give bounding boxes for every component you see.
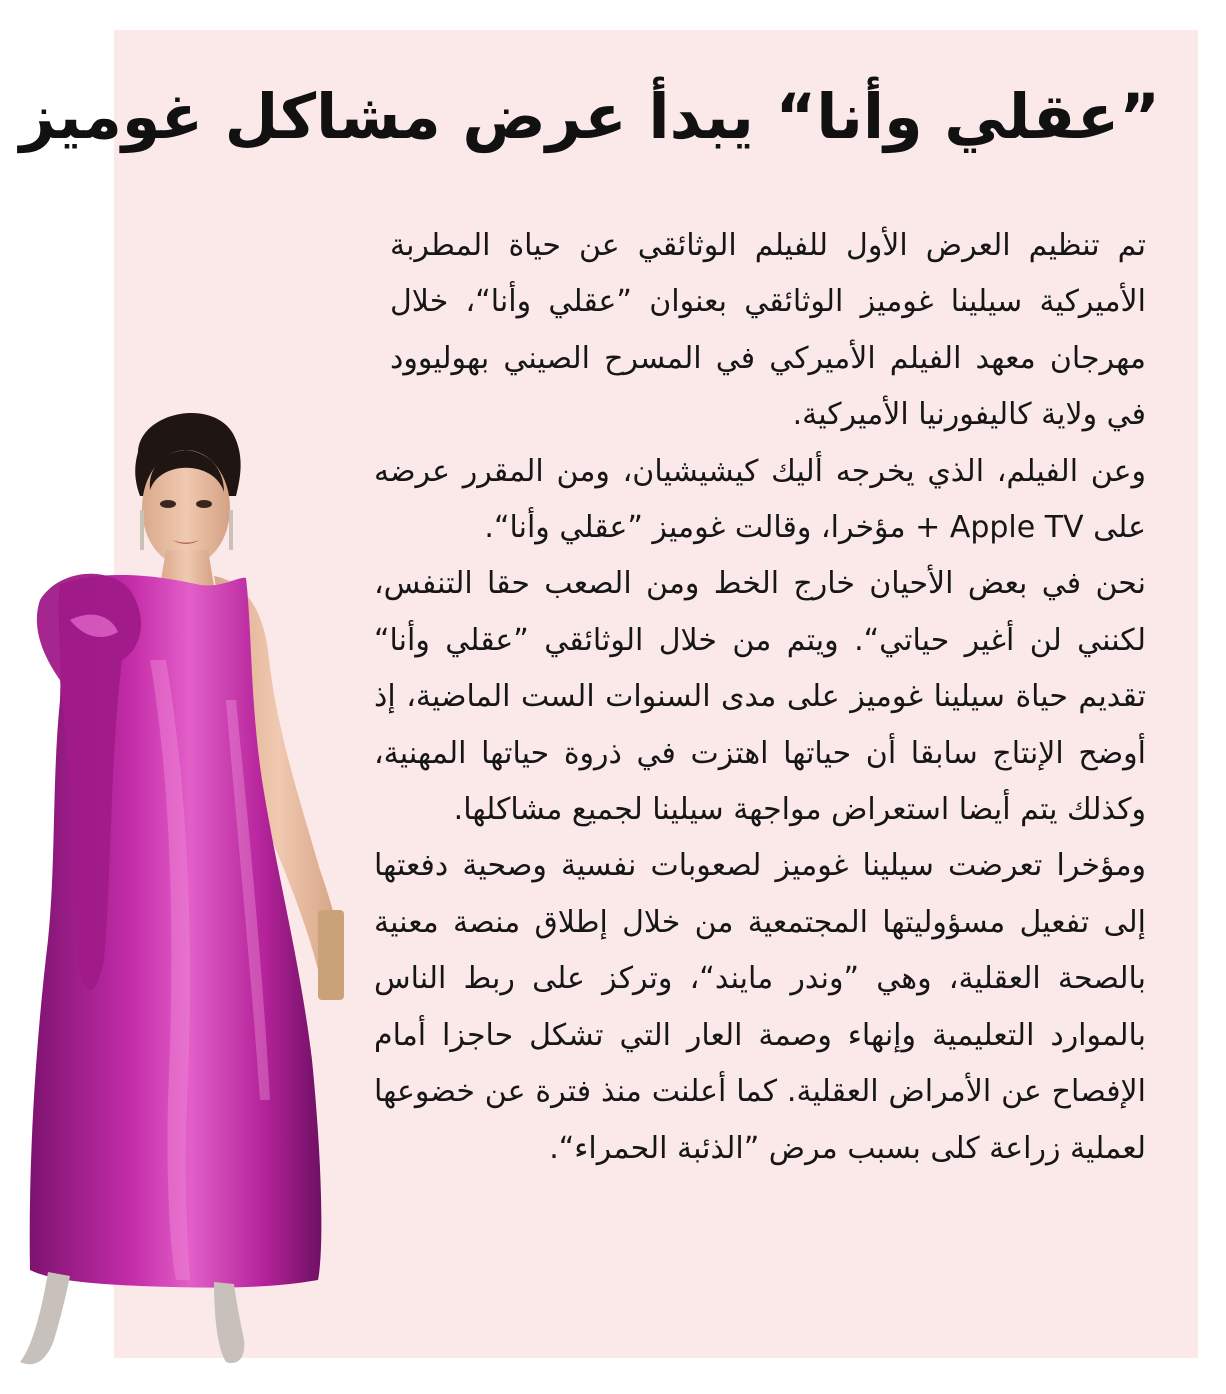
article-paragraph-3: نحن في بعض الأحيان خارج الخط ومن الصعب حقا التنفس، لكنني لن أغير حياتي“. ويتم من خلال الوثائقي ”عقلي وأنا“ تقديم حياة سيلينا غوميز على مدى السنوات الست الماضية، إذ أوضح الإنتاج سابقا أن حياتها اهتزت في ذروة حياتها المهنية، وكذلك يتم أيضا استعراض مواجهة سيلينا لجميع مشاكلها. bbox=[374, 566, 1146, 828]
article-paragraph-2: وعن الفيلم، الذي يخرجه أليك كيشيشيان، ومن المقرر عرضه على Apple TV + مؤخرا، وقالت غوميز ”عقلي وأنا“. bbox=[374, 453, 1146, 546]
headline: ”عقلي وأنا“ يبدأ عرض مشاكل غوميز bbox=[19, 80, 1160, 153]
article-body bbox=[160, 218, 1146, 1388]
article-paragraph-1: تم تنظيم العرض الأول للفيلم الوثائقي عن حياة المطربة الأميركية سيلينا غوميز الوثائقي بعنوان ”عقلي وأنا“، خلال مهرجان معهد الفيلم الأميركي في المسرح الصيني بهوليوود في ولاية كاليفورنيا الأميركية. bbox=[390, 228, 1146, 433]
article-paragraph-4: ومؤخرا تعرضت سيلينا غوميز لصعوبات نفسية وصحية دفعتها إلى تفعيل مسؤوليتها المجتمعية من خلال إطلاق منصة معنية بالصحة العقلية، وهي ”وندر مايند“، وتركز على ربط الناس بالموارد التعليمية وإنهاء وصمة العار التي تشكل حاجزا أمام الإفصاح عن الأمراض العقلية. كما أعلنت منذ فترة عن خضوعها لعملية زراعة كلى بسبب مرض ”الذئبة الحمراء“. bbox=[374, 848, 1146, 1166]
